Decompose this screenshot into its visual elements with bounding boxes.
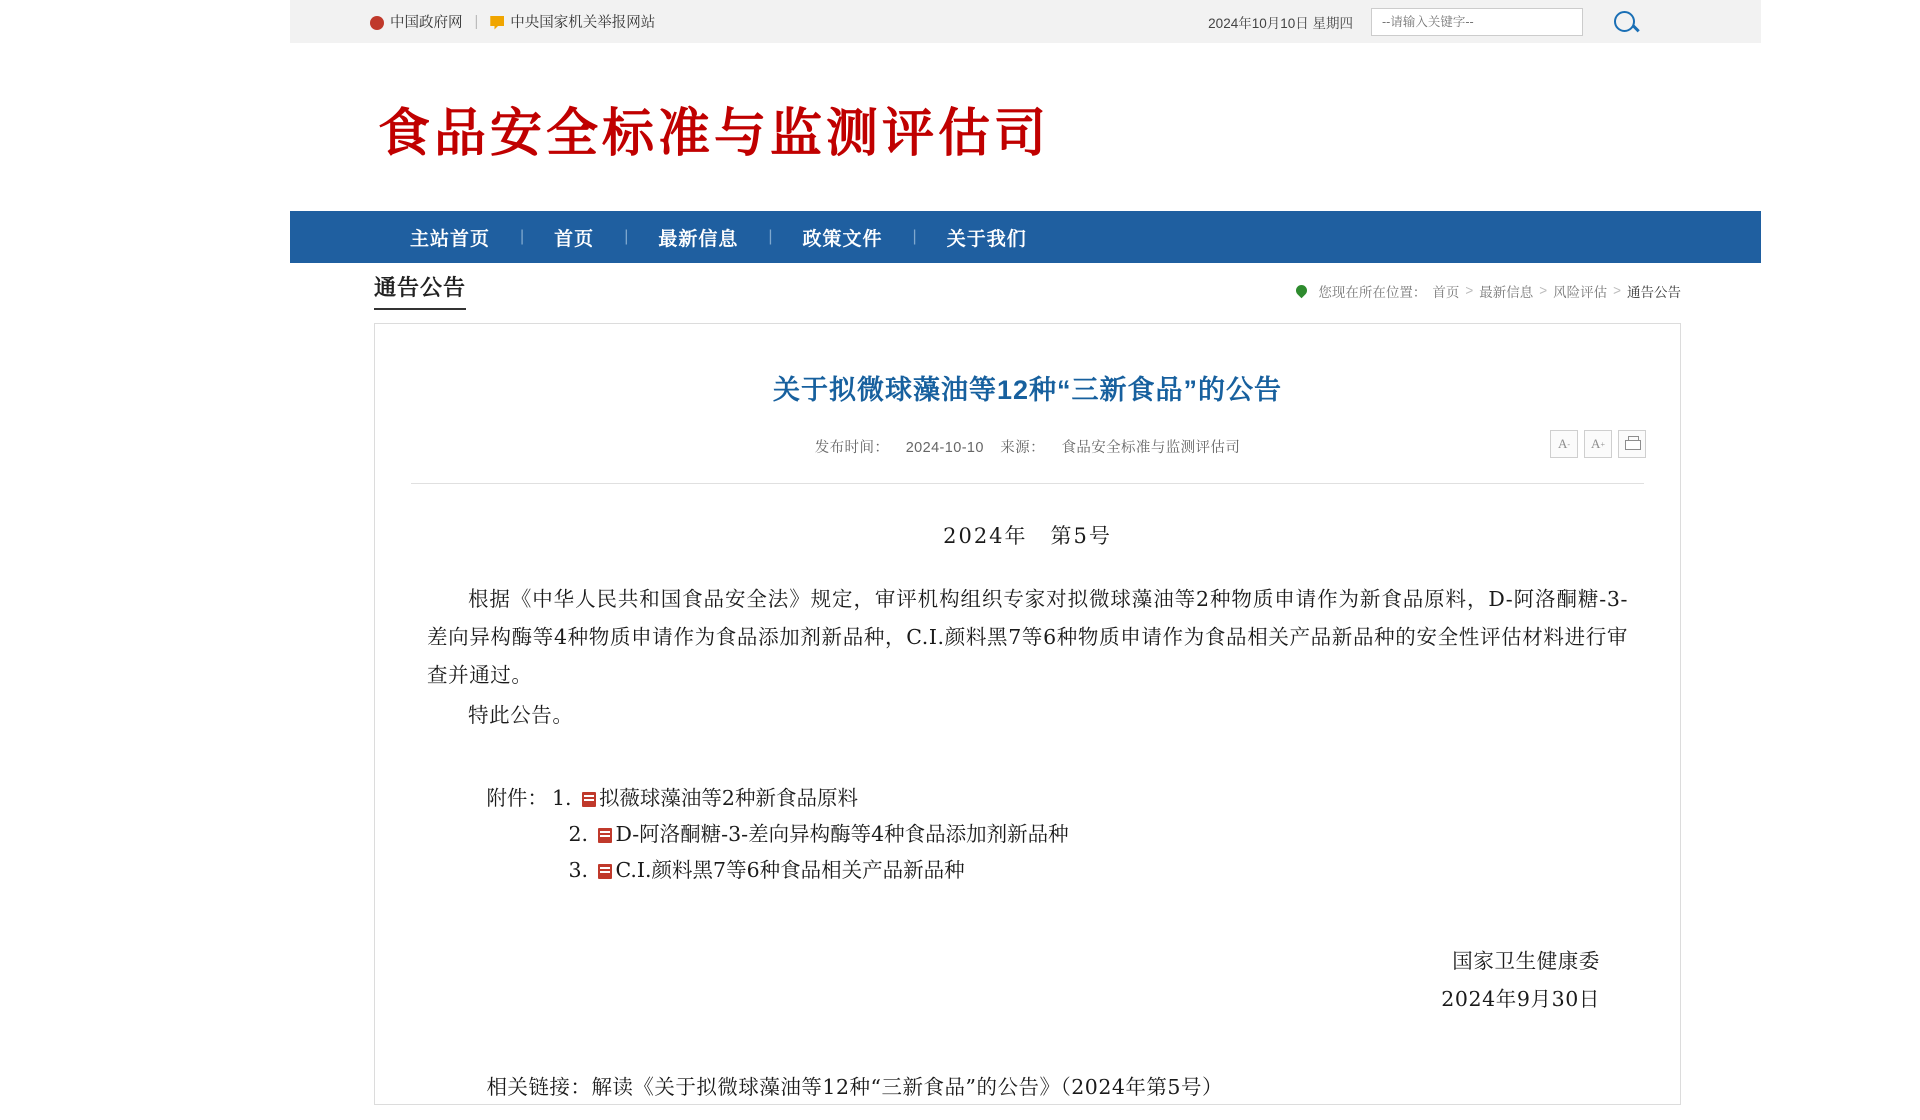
attachment-label: 附件： [486,785,548,810]
paragraph-2: 特此公告。 [468,702,574,727]
main-nav-items [380,224,1057,251]
breadcrumb-sep-3: > [1613,283,1621,298]
attachment-row-2 [486,816,1628,852]
breadcrumb-prefix: 您现在所在位置： [1318,284,1427,300]
publish-time: 2024-10-10 [905,439,984,456]
nav-item-home[interactable]: 首页 [554,228,595,250]
source-label: 来源： [1000,439,1045,456]
attachment-2-num: 2. [568,821,588,846]
top-utility-bar [290,0,1761,44]
attachment-list [427,780,1628,888]
signature-date: 2024年9月30日 [1441,986,1600,1011]
location-pin-icon [1294,283,1310,299]
pdf-icon [582,792,596,807]
document-number: 2024年 第5号 [943,523,1112,548]
link-china-gov[interactable] [370,11,463,32]
site-title: 食品安全标准与监测评估司 [378,104,1051,164]
top-links-separator: | [474,13,479,30]
breadcrumb-item-home[interactable]: 首页 [1432,284,1460,300]
font-decrease-label: A [1557,436,1568,451]
font-increase-sup: + [1600,439,1605,449]
related-link-row [427,1070,1628,1100]
breadcrumb-item-risk-assessment[interactable]: 风险评估 [1553,284,1608,300]
search-input[interactable] [1380,14,1578,30]
article-card [374,323,1681,1105]
left-margin [0,0,290,1120]
attachment-2-link[interactable]: D-阿洛酮糖-3-差向异构酶等4种食品添加剂新品种 [615,821,1069,846]
nav-divider-4: | [912,228,917,245]
search-icon [1614,11,1635,32]
breadcrumb-item-latest-news[interactable]: 最新信息 [1479,284,1534,300]
attachment-row-1 [486,780,1628,816]
publish-label: 发布时间： [814,439,890,456]
breadcrumb-sep-2: > [1539,283,1548,298]
site-banner [290,43,1761,211]
report-flag-icon [490,16,504,30]
signature-org: 国家卫生健康委 [1452,948,1600,973]
search-button[interactable] [1607,8,1641,36]
attachment-1-link[interactable]: 拟薇球藻油等2种新食品原料 [598,785,858,810]
link-report-site-label: 中央国家机关举报网站 [510,15,656,31]
nav-divider-3: | [768,228,773,245]
article-title: 关于拟微球藻油等12种“三新食品”的公告 [772,375,1283,405]
paragraph-1: 根据《中华人民共和国食品安全法》规定，审评机构组织专家对拟微球藻油等2种物质申请作为新食品原料，D-阿洛酮糖-3-差向异构酶等4种物质申请作为食品添加剂新品种，C.I.颜料黑7等6种物质申请作为食品相关产品新品种的安全性评估材料进行审查并通过。 [427,586,1628,687]
pdf-icon [598,828,612,843]
top-right-group [1208,8,1641,36]
nav-item-main-home[interactable]: 主站首页 [410,228,491,250]
font-decrease-button[interactable] [1550,430,1578,458]
font-decrease-sup: - [1567,439,1571,449]
meta-divider [411,483,1644,484]
gov-seal-icon [370,16,384,30]
nav-item-about-us[interactable]: 关于我们 [946,228,1027,250]
search-box[interactable] [1371,8,1583,36]
signature-block [427,942,1628,1018]
content-area [290,263,1761,1120]
print-button[interactable] [1618,430,1646,458]
related-label: 相关链接： [486,1074,592,1099]
article-tools [1550,430,1646,458]
nav-item-latest-news[interactable]: 最新信息 [658,228,739,250]
breadcrumb-item-current: 通告公告 [1627,284,1681,300]
article-meta [375,436,1680,457]
page-title: 通告公告 [374,271,466,310]
print-icon [1625,439,1639,450]
breadcrumb-sep-1: > [1465,283,1474,298]
attachment-3-link[interactable]: C.I.颜料黑7等6种食品相关产品新品种 [615,857,965,882]
attachment-3-num: 3. [568,857,588,882]
column-header [374,263,1681,318]
main-nav [290,211,1761,263]
top-links [370,11,655,32]
source-value: 食品安全标准与监测评估司 [1061,439,1241,456]
attachment-1-num: 1. [551,785,572,810]
nav-divider-1: | [520,228,525,245]
link-china-gov-label: 中国政府网 [390,15,463,31]
pdf-icon [598,864,612,879]
font-increase-button[interactable] [1584,430,1612,458]
attachment-row-3 [486,852,1628,888]
related-link[interactable]: 解读《关于拟微球藻油等12种“三新食品”的公告》（2024年第5号） [591,1074,1223,1099]
breadcrumb [1296,281,1681,301]
article-body [375,520,1680,1100]
nav-divider-2: | [624,228,629,245]
font-increase-label: A [1591,436,1601,451]
right-margin [1761,0,1920,1120]
nav-item-policy-docs[interactable]: 政策文件 [802,228,883,250]
current-date: 2024年10月10日 星期四 [1208,15,1353,31]
link-report-site[interactable] [490,11,655,32]
